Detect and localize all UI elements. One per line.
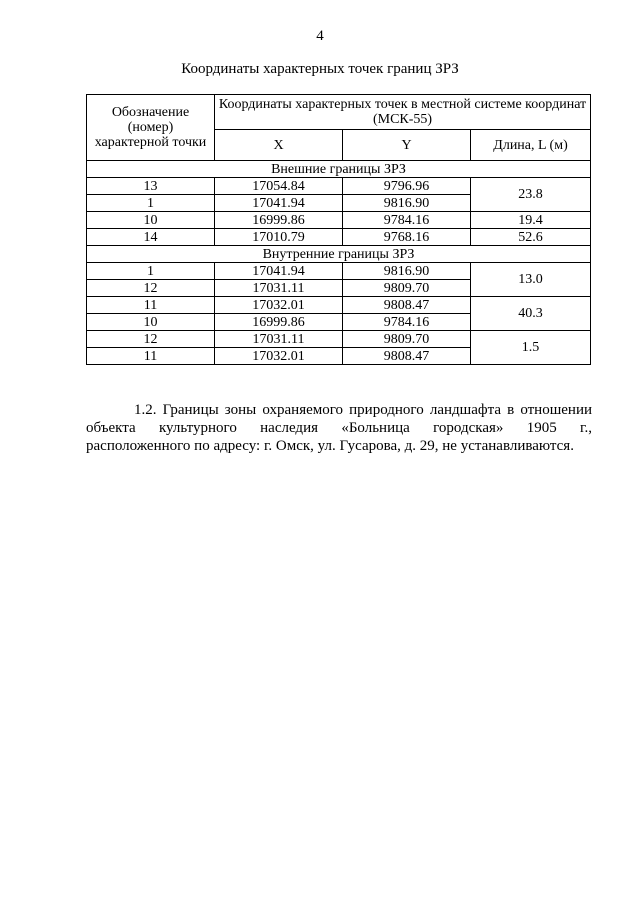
page-number: 4: [316, 28, 324, 44]
table-row: [87, 212, 591, 229]
length-cell: 40.3: [471, 297, 591, 331]
y-cell: 9784.16: [343, 314, 471, 331]
header-y: Y: [343, 130, 471, 161]
x-cell: 16999.86: [215, 314, 343, 331]
y-cell: 9808.47: [343, 297, 471, 314]
table-row: [87, 331, 591, 348]
point-cell: 10: [87, 212, 215, 229]
point-cell: 12: [87, 331, 215, 348]
table-row: [87, 263, 591, 280]
point-cell: 1: [87, 195, 215, 212]
table-row: [87, 297, 591, 314]
y-cell: 9816.90: [343, 263, 471, 280]
section-title-inner: Внутренние границы ЗРЗ: [87, 246, 591, 263]
y-cell: 9809.70: [343, 280, 471, 297]
point-cell: 11: [87, 348, 215, 365]
body-paragraph: [86, 401, 592, 455]
x-cell: 17010.79: [215, 229, 343, 246]
x-cell: 17032.01: [215, 297, 343, 314]
coordinates-table: [86, 94, 591, 365]
x-cell: 17032.01: [215, 348, 343, 365]
y-cell: 9816.90: [343, 195, 471, 212]
point-cell: 12: [87, 280, 215, 297]
x-cell: 17031.11: [215, 331, 343, 348]
x-cell: 17041.94: [215, 263, 343, 280]
y-cell: 9808.47: [343, 348, 471, 365]
point-cell: 11: [87, 297, 215, 314]
x-cell: 16999.86: [215, 212, 343, 229]
x-cell: 17041.94: [215, 195, 343, 212]
x-cell: 17031.11: [215, 280, 343, 297]
length-cell: 1.5: [471, 331, 591, 365]
table-title: Координаты характерных точек границ ЗРЗ: [181, 61, 459, 77]
y-cell: 9768.16: [343, 229, 471, 246]
paragraph-line: расположенного по адресу: г. Омск, ул. Гусарова, д. 29, не устанавливаются.: [86, 438, 574, 454]
y-cell: 9796.96: [343, 178, 471, 195]
y-cell: 9784.16: [343, 212, 471, 229]
table-row: [87, 229, 591, 246]
length-cell: 52.6: [471, 229, 591, 246]
header-x: X: [215, 130, 343, 161]
header-length: Длина, L (м): [471, 130, 591, 161]
length-cell: 13.0: [471, 263, 591, 297]
table-row: [87, 178, 591, 195]
section-title-outer: Внешние границы ЗРЗ: [87, 161, 591, 178]
paragraph-line: 1.2. Границы зоны охраняемого природного ландшафта в отношении: [134, 402, 592, 418]
point-cell: 14: [87, 229, 215, 246]
point-cell: 10: [87, 314, 215, 331]
paragraph-line: объекта культурного наследия «Больница городская» 1905 г.,: [86, 420, 592, 436]
length-cell: 19.4: [471, 212, 591, 229]
header-coords-group: Координаты характерных точек в местной системе координат (МСК-55): [215, 95, 591, 130]
point-cell: 1: [87, 263, 215, 280]
header-designation: Обозначение (номер) характерной точки: [87, 95, 215, 161]
point-cell: 13: [87, 178, 215, 195]
x-cell: 17054.84: [215, 178, 343, 195]
y-cell: 9809.70: [343, 331, 471, 348]
length-cell: 23.8: [471, 178, 591, 212]
